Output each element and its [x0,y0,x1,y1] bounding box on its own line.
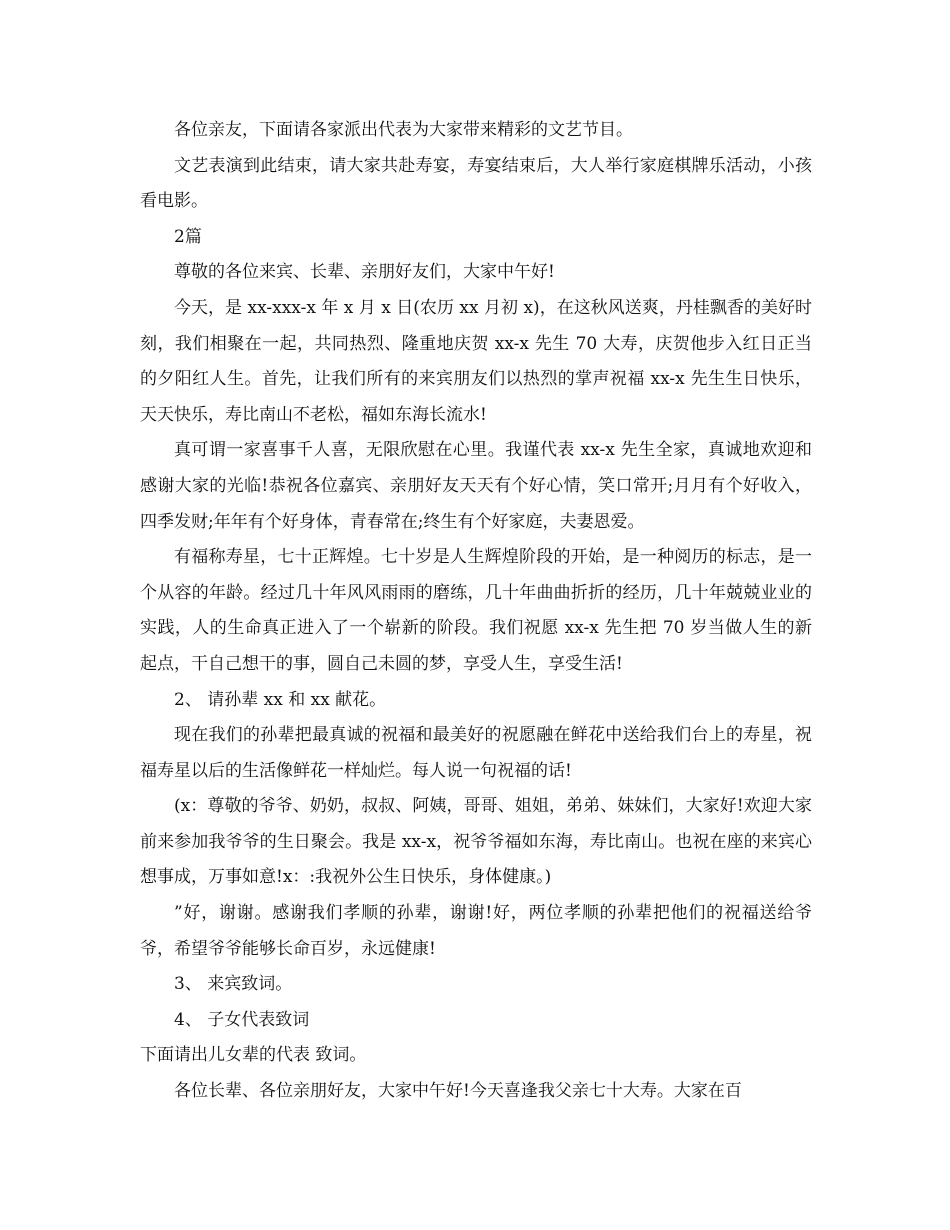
paragraph-greeting: 尊敬的各位来宾、长辈、亲朋好友们，大家中午好! [174,262,555,283]
list-item-guest-speech: 3、 来宾致词。 [174,974,293,995]
paragraph-performance-end: 文艺表演到此结束，请大家共赴寿宴，寿宴结束后，大人举行家庭棋牌乐活动，小孩看电影。 [140,155,812,212]
paragraph-seventy: 有福称寿星，七十正辉煌。七十岁是人生辉煌阶段的开始，是一种阅历的标志，是一个从容的年龄。经过几十年风风雨雨的磨练，几十年曲曲折折的经历，几十年兢兢业业的实践，人的生命真正进入了一个崭新的阶段。我们祝愿 xx-x 先生把 70 岁当做人生的新起点，干自己想干的事，圆自己未圆的梦，享受人生，享受生活! [140,547,812,674]
paragraph-family-joy: 真可谓一家喜事千人喜，无限欣慰在心里。我谨代表 xx-x 先生全家，真诚地欢迎和感谢大家的光临!恭祝各位嘉宾、亲朋好友天天有个好心情，笑口常开;月月有个好收入，四季发财;年年有个好身体，青春常在;终生有个好家庭，夫妻恩爱。 [140,440,812,532]
paragraph-grandchildren: 现在我们的孙辈把最真诚的祝福和最美好的祝愿融在鲜花中送给我们台上的寿星，祝福寿星以后的生活像鲜花一样灿烂。每人说一句祝福的话! [140,725,812,781]
list-item-children-speech: 4、 子女代表致词 [174,1009,310,1030]
list-item-flowers: 2、 请孙辈 xx 和 xx 献花。 [174,689,387,710]
paragraph-grandchild-speech: (x：尊敬的爷爷、奶奶，叔叔、阿姨，哥哥、姐姐，弟弟、妹妹们，大家好!欢迎大家前来参加我爷爷的生日聚会。我是 xx-x，祝爷爷福如东海，寿比南山。也祝在座的来宾心想事成，万事如意!x：:我祝外公生日快乐，身体健康。) [140,796,812,888]
paragraph-thanks: ”好，谢谢。感谢我们孝顺的孙辈，谢谢!好，两位孝顺的孙辈把他们的祝福送给爷爷，希望爷爷能够长命百岁，永远健康! [140,903,812,959]
section-heading-2: 2篇 [174,226,202,247]
paragraph-children-speech-start: 各位长辈、各位亲朋好友，大家中午好!今天喜逢我父亲七十大寿。大家在百 [174,1081,742,1102]
paragraph-today: 今天，是 xx-xxx-x 年 x 月 x 日(农历 xx 月初 x)，在这秋风送爽，丹桂飘香的美好时刻，我们相聚在一起，共同热烈、隆重地庆贺 xx-x 先生 70 大寿，庆贺他步入红日正当的夕阳红人生。首先，让我们所有的来宾朋友们以热烈的掌声祝福 xx-x 先生生日快乐，天天快乐，寿比南山不老松，福如东海长流水! [140,297,812,425]
paragraph-program-intro: 各位亲友，下面请各家派出代表为大家带来精彩的文艺节目。 [174,120,633,140]
paragraph-invite-children: 下面请出儿女辈的代表 致词。 [140,1045,367,1066]
document-body [140,113,812,1110]
